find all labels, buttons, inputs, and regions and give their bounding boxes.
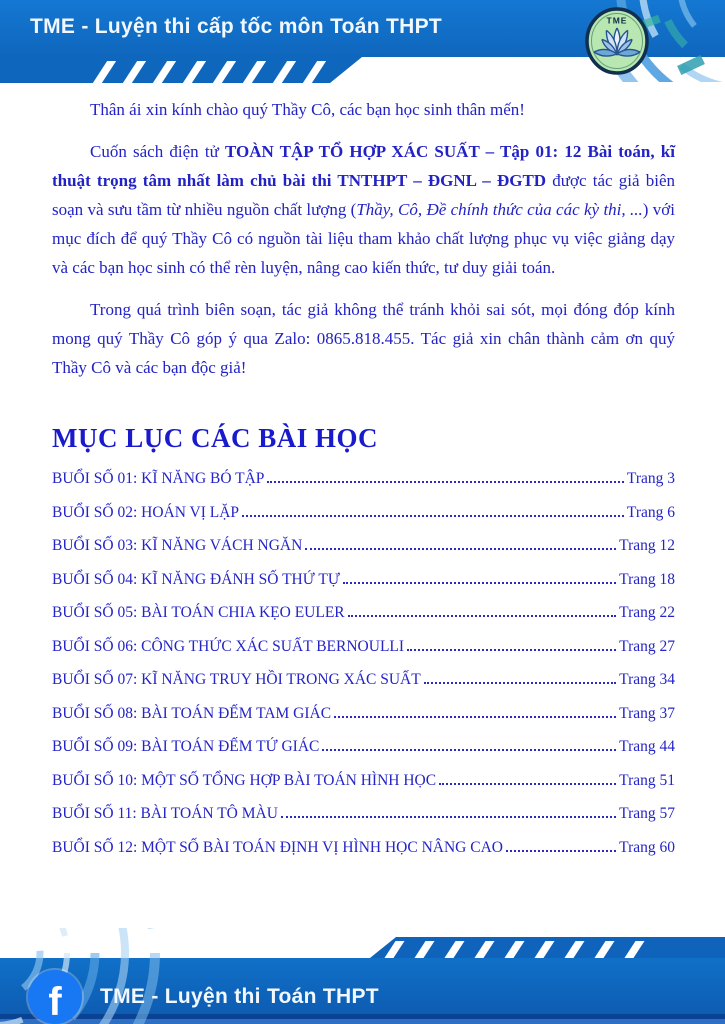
toc-entry-label: BUỔI SỐ 03: KĨ NĂNG VÁCH NGĂN bbox=[52, 537, 303, 554]
toc-page-number: Trang 3 bbox=[626, 470, 675, 487]
toc-entry-label: BUỔI SỐ 04: KĨ NĂNG ĐÁNH SỐ THỨ TỰ bbox=[52, 570, 340, 588]
toc-entry-label: BUỔI SỐ 06: CÔNG THỨC XÁC SUẤT BERNOULLI bbox=[52, 637, 405, 655]
header-title: TME - Luyện thi cấp tốc môn Toán THPT bbox=[30, 15, 443, 38]
footer-label: TME - Luyện thi Toán THPT bbox=[100, 985, 379, 1008]
toc-row[interactable] bbox=[52, 638, 675, 672]
toc-entry-label: BUỔI SỐ 07: KĨ NĂNG TRUY HỒI TRONG XÁC SUẤT bbox=[52, 671, 421, 688]
toc-dotted-leader bbox=[506, 850, 616, 852]
intro-paragraph-2 bbox=[52, 137, 675, 282]
toc-page-number: Trang 12 bbox=[619, 537, 675, 554]
p2-mid: được tác giả biên soạn và sưu tầm từ nhiều nguồn chất lượng ( bbox=[52, 171, 675, 219]
toc-entry-label: BUỔI SỐ 10: MỘT SỐ TỔNG HỢP BÀI TOÁN HÌNH HỌC bbox=[52, 771, 437, 789]
toc-dotted-leader bbox=[305, 548, 616, 550]
toc-page-number: Trang 44 bbox=[619, 738, 675, 755]
facebook-icon[interactable] bbox=[28, 970, 82, 1024]
toc-row[interactable] bbox=[52, 571, 675, 605]
header-stripe-band bbox=[0, 57, 362, 83]
toc-dotted-leader bbox=[322, 749, 616, 751]
toc-row[interactable] bbox=[52, 839, 675, 873]
toc-page-number: Trang 27 bbox=[619, 637, 675, 655]
intro-paragraph-1: Thân ái xin kính chào quý Thầy Cô, các bạn học sinh thân mến! bbox=[90, 100, 525, 119]
toc-entry-label: BUỔI SỐ 09: BÀI TOÁN ĐẾM TỨ GIÁC bbox=[52, 738, 320, 755]
toc-dotted-leader bbox=[334, 716, 616, 718]
toc-dotted-leader bbox=[424, 682, 616, 684]
p2-book-title: TOÀN TẬP TỔ HỢP XÁC SUẤT – Tập 01: 12 Bài toán, kĩ thuật trọng tâm nhất làm chủ bài thi TNTHPT – ĐGNL – ĐGTD bbox=[52, 142, 675, 190]
toc-row[interactable] bbox=[52, 504, 675, 538]
toc-entry-label: BUỔI SỐ 02: HOÁN VỊ LẶP bbox=[52, 503, 240, 521]
p2-suffix: ) với mục đích để quý Thầy Cô có nguồn tài liệu tham khảo chất lượng phục vụ việc giảng dạy và các bạn học sinh có thể rèn luyện, nâng cao kiến thức, tư duy giải toán. bbox=[52, 200, 675, 277]
toc-entry-label: BUỔI SỐ 05: BÀI TOÁN CHIA KẸO EULER bbox=[52, 604, 345, 621]
p2-sources: Thầy, Cô, Đề chính thức của các kỳ thi, ... bbox=[356, 200, 643, 219]
toc-heading: MỤC LỤC CÁC BÀI HỌC bbox=[52, 423, 378, 453]
toc-row[interactable] bbox=[52, 772, 675, 806]
toc-dotted-leader bbox=[267, 481, 623, 483]
toc-dotted-leader bbox=[281, 816, 616, 818]
toc-page-number: Trang 37 bbox=[619, 704, 675, 722]
toc-row[interactable] bbox=[52, 671, 675, 705]
p2-prefix: Cuốn sách điện tử bbox=[90, 142, 225, 161]
toc-entry-label: BUỔI SỐ 11: BÀI TOÁN TÔ MÀU bbox=[52, 805, 278, 822]
toc-row[interactable] bbox=[52, 470, 675, 504]
page-content bbox=[0, 83, 725, 872]
toc-row[interactable] bbox=[52, 604, 675, 638]
toc-dotted-leader bbox=[439, 783, 616, 785]
toc-row[interactable] bbox=[52, 805, 675, 839]
toc-page-number: Trang 51 bbox=[619, 771, 675, 789]
toc-page-number: Trang 22 bbox=[619, 604, 675, 621]
toc-page-number: Trang 18 bbox=[619, 570, 675, 588]
toc-row[interactable] bbox=[52, 537, 675, 571]
toc-page-number: Trang 6 bbox=[626, 503, 675, 521]
toc-dotted-leader bbox=[407, 649, 616, 651]
facebook-f-glyph: f bbox=[48, 980, 62, 1024]
footer-brand bbox=[28, 970, 379, 1024]
toc-row[interactable] bbox=[52, 738, 675, 772]
toc-page-number: Trang 34 bbox=[619, 671, 675, 688]
toc-entry-label: BUỔI SỐ 01: KĨ NĂNG BÓ TẬP bbox=[52, 470, 265, 487]
intro-paragraph-3: Trong quá trình biên soạn, tác giả không thể tránh khỏi sai sót, mọi đóng đóp kính mong quý Thầy Cô góp ý qua Zalo: 0865.818.455. Tác giả xin chân thành cảm ơn quý Thầy Cô và các bạn độc giả! bbox=[52, 300, 675, 377]
toc-entry-label: BUỔI SỐ 08: BÀI TOÁN ĐẾM TAM GIÁC bbox=[52, 704, 332, 722]
diagonal-stripes-decoration bbox=[390, 941, 639, 958]
tme-lotus-logo bbox=[584, 6, 650, 76]
toc-dotted-leader bbox=[343, 582, 616, 584]
toc-row[interactable] bbox=[52, 705, 675, 739]
toc-page-number: Trang 60 bbox=[619, 838, 675, 856]
footer-stripe-band bbox=[370, 937, 725, 958]
toc-list bbox=[52, 470, 675, 872]
toc-dotted-leader bbox=[242, 515, 624, 517]
logo-text: TME bbox=[606, 15, 628, 26]
diagonal-stripes-decoration bbox=[100, 61, 319, 83]
toc-page-number: Trang 57 bbox=[619, 805, 675, 822]
toc-dotted-leader bbox=[348, 615, 617, 617]
toc-entry-label: BUỔI SỐ 12: MỘT SỐ BÀI TOÁN ĐỊNH VỊ HÌNH HỌC NÂNG CAO bbox=[52, 838, 503, 856]
